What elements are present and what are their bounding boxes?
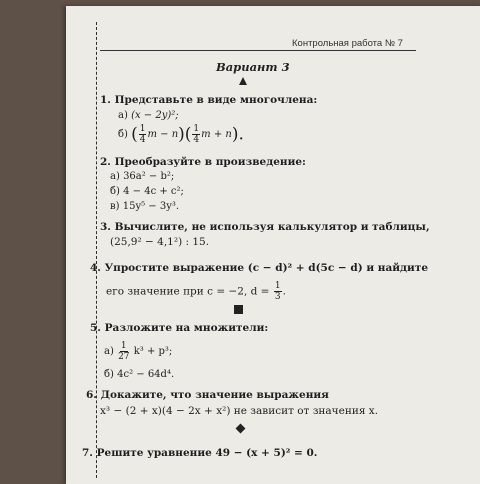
task-1b-term-1: m − n — [147, 129, 179, 140]
triangle-marker-icon — [239, 77, 247, 85]
task-2a-label: а) — [110, 171, 120, 182]
task-2-text: Преобразуйте в произведение: — [114, 156, 306, 168]
variant-title: Вариант 3 — [216, 60, 290, 74]
task-2c-expr: 15y⁵ − 3y³. — [122, 201, 180, 212]
task-1b — [118, 124, 244, 145]
task-5-heading — [90, 322, 268, 334]
task-1-heading — [100, 94, 317, 106]
task-1b-paren-open: ( — [131, 124, 138, 145]
header-rule — [100, 50, 416, 51]
task-2-number: 2. — [100, 156, 111, 168]
task-6-number: 6. — [86, 389, 97, 401]
task-4-frac — [274, 281, 282, 302]
task-1b-paren-close: ). — [231, 124, 244, 145]
task-1-number: 1. — [100, 94, 111, 106]
task-6-text: Докажите, что значение выражения — [100, 389, 329, 401]
task-5b — [104, 369, 174, 380]
task-2b-expr: 4 − 4c + c²; — [123, 186, 184, 197]
header-title: Контрольная работа № 7 — [292, 38, 403, 49]
task-1b-frac-2-num: 1 — [193, 124, 200, 134]
task-5b-expr: 4c² − 64d⁴. — [117, 369, 175, 380]
task-7-number: 7. — [82, 447, 93, 459]
task-2a-expr: 36a² − b²; — [123, 171, 175, 182]
margin-dashed-line — [96, 22, 97, 478]
task-3-number: 3. — [100, 221, 111, 233]
task-4-heading — [90, 262, 428, 274]
square-marker-icon — [234, 305, 243, 314]
task-4-line-2-end: . — [282, 285, 286, 298]
task-2b-label: б) — [110, 186, 120, 197]
task-5-text: Разложите на множители: — [104, 322, 269, 334]
task-4-number: 4. — [90, 262, 101, 274]
task-2a — [110, 171, 174, 182]
task-1b-frac-2 — [192, 124, 200, 145]
task-5a — [104, 341, 172, 362]
task-2-heading — [100, 156, 306, 168]
task-5a-frac-num: 1 — [120, 341, 127, 351]
task-6-expression: x³ − (2 + x)(4 − 2x + x²) не зависит от значения x. — [100, 405, 379, 417]
task-1a-expr: (x − 2y)²; — [131, 110, 179, 121]
task-5a-label: а) — [104, 346, 114, 357]
task-1b-frac-2-den: 4 — [193, 135, 200, 145]
task-5b-label: б) — [104, 369, 114, 380]
task-4-text: Упростите выражение (c − d)² + d(5c − d) и найдите — [104, 262, 429, 274]
task-1b-label: б) — [118, 129, 128, 140]
task-4-frac-num: 1 — [274, 281, 281, 291]
task-5a-frac — [118, 341, 129, 362]
task-1a — [118, 110, 179, 121]
task-1b-frac-1 — [139, 124, 147, 145]
task-3-heading — [100, 221, 430, 233]
task-5-number: 5. — [90, 322, 101, 334]
task-4-line-2 — [106, 281, 286, 302]
task-7-heading — [82, 447, 317, 459]
task-5a-expr: k³ + p³; — [133, 346, 173, 357]
task-1b-paren-mid: )( — [178, 124, 192, 145]
task-1b-term-2: m + n — [201, 129, 232, 140]
task-6-heading — [86, 389, 329, 401]
task-1-text: Представьте в виде многочлена: — [114, 94, 318, 106]
task-5a-frac-den: 27 — [118, 352, 130, 362]
task-1b-frac-1-num: 1 — [139, 124, 146, 134]
task-1b-frac-1-den: 4 — [139, 135, 146, 145]
task-3-text: Вычислите, не используя калькулятор и таблицы, — [114, 221, 430, 233]
task-4-frac-den: 3 — [274, 292, 281, 302]
task-1a-label: а) — [118, 110, 128, 121]
task-2c — [110, 201, 179, 212]
task-7-text: Решите уравнение 49 − (x + 5)² = 0. — [96, 447, 318, 459]
task-4-line-2-text: его значение при c = −2, d = — [106, 285, 270, 298]
task-2b — [110, 186, 184, 197]
task-3-expression: (25,9² − 4,1²) : 15. — [110, 236, 210, 248]
task-2c-label: в) — [110, 201, 120, 212]
